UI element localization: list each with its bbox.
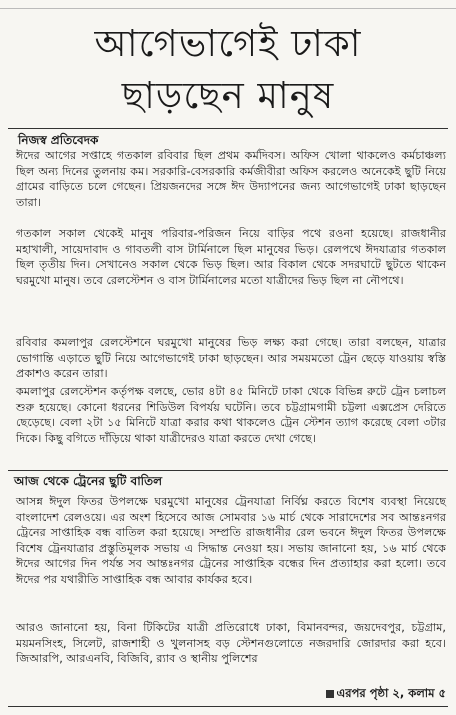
square-bullet-icon	[326, 690, 334, 698]
paragraph: আরও জানানো হয়, বিনা টিকিটের যাত্রী প্রতিরোধে ঢাকা, বিমানবন্দর, জয়দেবপুর, চট্টগ্রাম, ময়মনসিংহ, সিলেট, রাজশাহী ও খুলনাসহ বড় স্টেশনগুলোতে নজরদারি জোরদার করা হবে। জিআরপি, আরএনবি, বিজিবি, র‍্যাব ও স্থানীয় পুলিশের	[16, 621, 446, 666]
paragraph: আসন্ন ঈদুল ফিতর উপলক্ষে ঘরমুখো মানুষের ট্রেনযাত্রা নির্বিঘ্ন করতে বিশেষ ব্যবস্থা নিয়েছে বাংলাদেশ রেলওয়ে। এর অংশ হিসেবে আজ সোমবার ১৬ মার্চ থেকে সারাদেশের সব আন্তঃনগর ট্রেনের সাপ্তাহিক বন্ধ বাতিল করা হয়েছে। সম্প্রতি রাজধানীর রেল ভবনে ঈদুল ফিতর উপলক্ষে বিশেষ ট্রেনযাত্রার প্রস্তুতিমূলক সভায় এ সিদ্ধান্ত নেওয়া হয়। সভায় জানানো হয়, ১৬ মার্চ থেকে ঈদের আগের দিন পর্যন্ত সব আন্তঃনগর ট্রেনের সাপ্তাহিক বন্ধের দিন প্রত্যাহার করা হলো। তবে ঈদের পর যথারীতি সাপ্তাহিক বন্ধ আবার কার্যকর হবে।	[16, 495, 446, 586]
paragraph: গতকাল সকাল থেকেই মানুষ পরিবার-পরিজন নিয়ে বাড়ির পথে রওনা হয়েছে। রাজধানীর মহাখালী, সায়েদাবাদ ও গাবতলী বাস টার্মিনালে ছিল মানুষের ভিড়। রেলপথে ঈদযাত্রার গতকাল ছিল তৃতীয় দিন। সেখানেও সকাল থেকে ভিড় ছিল। আর বিকাল থেকে সদরঘাটে ছুটতে থাকেন ঘরমুখো মানুষ। তবে রেলস্টেশন ও বাস টার্মিনালের মতো যাত্রীদের ভিড় ছিল না নৌপথে।	[16, 227, 446, 287]
divider	[8, 128, 448, 129]
paragraph: ঈদের আগের সপ্তাহে গতকাল রবিবার ছিল প্রথম কর্মদিবস। অফিস খোলা থাকলেও কর্মচাঞ্চল্য ছিল অন্য দিনের তুলনায় কম। সরকারি-বেসরকারি কর্মজীবীরা অফিস করলেও অনেকেই ছুটি নিয়ে গ্রামের বাড়িতে চলে গেছেন। প্রিয়জনদের সঙ্গে ঈদ উদ্যাপনের জন্য আগেভাগেই ঢাকা ছাড়ছেন তারা।	[16, 149, 446, 209]
byline: নিজস্ব প্রতিবেদক	[18, 133, 99, 147]
headline-line-2: ছাড়ছেন মানুষ	[121, 74, 335, 117]
paragraph: রবিবার কমলাপুর রেলস্টেশনে ঘরমুখো মানুষের ভিড় লক্ষ্য করা গেছে। তারা বলছেন, যাত্রার ভোগান্তি এড়াতে ছুটি নিয়ে আগেভাগেই ঢাকা ছাড়ছেন। আর সময়মতো ট্রেন ছেড়ে যাওয়ায় স্বস্তি প্রকাশও করেন তারা।	[16, 336, 446, 381]
subhead: আজ থেকে ট্রেনের ছুটি বাতিল	[14, 474, 163, 488]
cropped-top-text	[0, 0, 456, 9]
continuation-note	[326, 685, 447, 704]
paragraph: কমলাপুর রেলস্টেশন কর্তৃপক্ষ বলছে, ভোর ৪টা ৪৫ মিনিটে ঢাকা থেকে বিভিন্ন রুটে ট্রেন চলাচল শুরু হয়েছে। কোনো ধরনের শিডিউল বিপর্যয় ঘটেনি। তবে চট্টগ্রামগামী চট্টলা এক্সপ্রেস দেরিতে ছেড়েছে। বেলা ২টা ১৫ মিনিটে যাত্রা করার কথা থাকলেও ট্রেন স্টেশন ত্যাগ করেছে বেলা ৩টার দিকে। কিছু বগিতে দাঁড়িয়ে থাকা যাত্রীদেরও যাত্রা করতে দেখা গেছে।	[16, 385, 446, 445]
headline	[0, 18, 456, 122]
headline-line-1: আগেভাগেই ঢাকা	[94, 22, 362, 65]
continuation-label: এরপর পৃষ্ঠা ২, কলাম ৫	[336, 686, 446, 700]
bottom-divider	[8, 706, 448, 707]
